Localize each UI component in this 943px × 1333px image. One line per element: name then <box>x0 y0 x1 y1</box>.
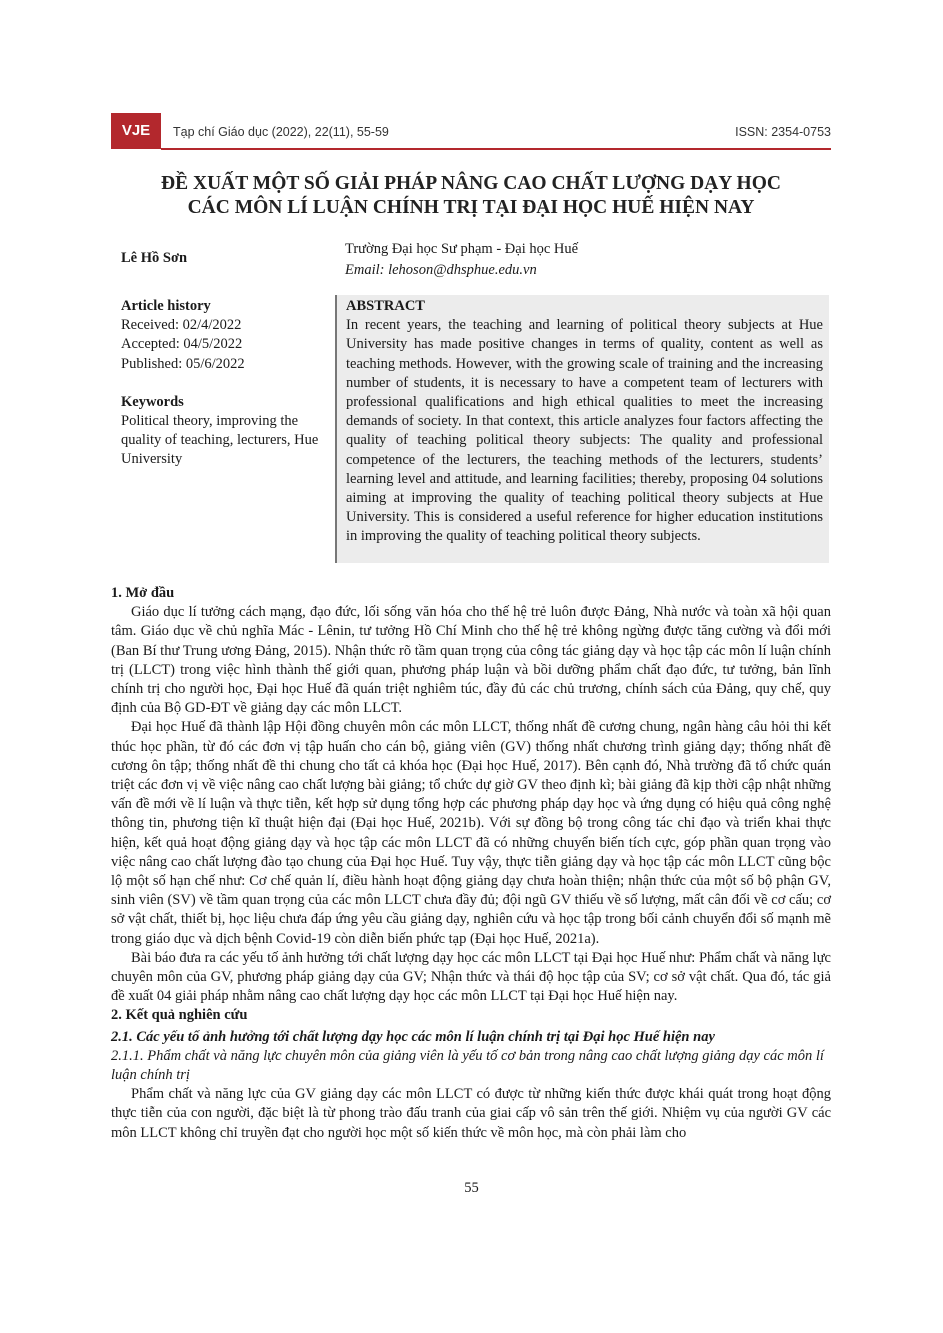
section-1-heading: 1. Mở đầu <box>111 585 175 601</box>
keywords-text: Political theory, improving the quality of teaching, lecturers, Hue University <box>121 413 319 468</box>
abstract-text: In recent years, the teaching and learning of political theory subjects at Hue University has made positive changes in terms of quality, content as well as teaching methods. However, with the growing scale of training and the increasing number of students, it is necessary to have a competent team of lecturers with professional qualifications and high ethical qualities to meet the increasing demands of society. In that context, this article analyzes four factors affecting the quality of teaching political theory subjects: The quality and professional competence of the lecturers, the teaching methods of the lecturers, students’ learning level and attitude, and learning facilities; thereby, proposing 04 solutions aiming at improving the quality of teaching political theory subjects at Hue University. This is considered a useful reference for higher education institutions in improving the quality of teaching political theory subjects. <box>346 317 823 545</box>
subsection-2-1-heading: 2.1. Các yếu tố ảnh hưởng tới chất lượng dạy học các môn lí luận chính trị tại Đại học Huế hiện nay <box>111 1028 715 1045</box>
affiliation: Trường Đại học Sư phạm - Đại học Huế <box>345 241 579 257</box>
article-sidebar <box>121 297 321 470</box>
accepted-date: Accepted: 04/5/2022 <box>121 336 243 353</box>
header-rule <box>161 148 831 150</box>
history-heading: Article history <box>121 298 211 314</box>
paragraph: Phẩm chất và năng lực của GV giảng dạy các môn LLCT có được từ những kiến thức được khái quát trong hoạt động thực tiễn của con người, đặc biệt là từ phong trào đấu tranh của giai cấp vô sản trên thế giới. Nhiệm vụ của người GV các môn LLCT không chỉ truyền đạt cho người học một số kiến thức về môn học, mà còn phải làm cho <box>111 1086 831 1141</box>
journal-citation: Tạp chí Giáo dục (2022), 22(11), 55-59 <box>173 125 389 139</box>
paragraph: Đại học Huế đã thành lập Hội đồng chuyên môn các môn LLCT, thống nhất đề cương chung, ngân hàng câu hỏi thi kết thúc học phần, từ đó các đơn vị tập huấn cho cán bộ, giảng viên (GV) thống nhất chương trình giảng dạy; thống nhất đề cương ôn tập; thống nhất đề thi chung cho tất cả khóa học (Đại học Huế, 2017). Bên cạnh đó, Nhà trường đã tổ chức quán triệt các đơn vị về việc nâng cao chất lượng bài giảng; tổ chức dự giờ GV theo định kì; bài giảng đã kịp thời cập nhật những vấn đề mới về lí luận và thực tiễn, kết hợp sử dụng tổng hợp các phương pháp dạy học và ứng dụng có hiệu quả công nghệ thông tin, phương tiện kĩ thuật hiện đại (Đại học Huế, 2021b). Với sự đồng bộ trong công tác chỉ đạo và triển khai thực hiện, kết quả hoạt động giảng dạy và học tập các môn LLCT đã có những chuyển biến tích cực, góp phần quan trọng vào việc nâng cao chất lượng đào tạo chung của Đại học Huế. Tuy vậy, thực tiễn giảng dạy và học tập các môn LLCT cũng bộc lộ một số hạn chế như: Cơ chế quản lí, điều hành hoạt động giảng dạy chưa hoàn thiện; nhận thức của một số bộ phận GV, sinh viên (SV) về tầm quan trọng của các môn LLCT chưa đầy đủ; đội ngũ GV thiếu về số lượng, mất cân đối về cơ cấu; cơ sở vật chất, thiết bị, học liệu chưa đáp ứng yêu cầu giảng dạy, nghiên cứu và học tập trong bối cảnh chuyển đổi số mạnh mẽ trong giáo dục và dịch bệnh Covid-19 còn diễn biến phức tạp (Đại học Huế, 2021a). <box>111 719 831 947</box>
author-name: Lê Hồ Sơn <box>121 250 188 266</box>
subsection-2-1-1-heading: 2.1.1. Phẩm chất và năng lực chuyên môn của giảng viên là yếu tố cơ bản trong nâng cao chất lượng giảng dạy các môn lí luận chính trị <box>111 1047 824 1084</box>
published-date: Published: 05/6/2022 <box>121 355 245 372</box>
article-title <box>111 172 831 220</box>
title-line-1: ĐỀ XUẤT MỘT SỐ GIẢI PHÁP NÂNG CAO CHẤT LƯỢNG DẠY HỌC <box>161 173 781 194</box>
title-line-2: CÁC MÔN LÍ LUẬN CHÍNH TRỊ TẠI ĐẠI HỌC HUẾ HIỆN NAY <box>187 197 755 218</box>
author-affiliation-block <box>345 239 578 281</box>
page-number: 55 <box>464 1180 479 1196</box>
paragraph: Giáo dục lí tưởng cách mạng, đạo đức, lối sống văn hóa cho thế hệ trẻ luôn được Đảng, Nhà nước và toàn xã hội quan tâm. Giáo dục về chủ nghĩa Mác - Lênin, tư tưởng Hồ Chí Minh cho thế hệ trẻ không ngừng được tăng cường và đổi mới (Ban Bí thư Trung ương Đảng, 2015). Nhận thức rõ tầm quan trọng của công tác giảng dạy và học tập các môn lí luận chính trị (LLCT) trong việc hình thành thế giới quan, phương pháp luận và bồi dưỡng phẩm chất đạo đức, tư tưởng, bản lĩnh chính trị cho người học, Đại học Huế đã quán triệt nghiêm túc, đầy đủ các chủ trương, chính sách của Đảng, quy chế, quy định của Bộ GD-ĐT về giảng dạy các môn LLCT. <box>111 604 831 717</box>
paragraph: Bài báo đưa ra các yếu tố ảnh hưởng tới chất lượng dạy học các môn LLCT tại Đại học Huế như: Phẩm chất và năng lực chuyên môn của GV, phương pháp giảng dạy của GV; Nhận thức và thái độ học tập của SV; cơ sở vật chất. Qua đó, tác giả đề xuất 04 giải pháp nhằm nâng cao chất lượng dạy học các môn LLCT tại Đại học Huế hiện nay. <box>111 949 831 1005</box>
received-date: Received: 02/4/2022 <box>121 317 242 334</box>
abstract-heading: ABSTRACT <box>346 298 425 314</box>
abstract-box <box>335 295 829 563</box>
journal-header <box>111 113 831 149</box>
section-2-heading: 2. Kết quả nghiên cứu <box>111 1007 248 1024</box>
keywords-heading: Keywords <box>121 393 184 410</box>
journal-logo: VJE <box>111 113 161 149</box>
author-email: Email: lehoson@dhsphue.edu.vn <box>345 262 537 278</box>
issn: ISSN: 2354-0753 <box>735 125 831 139</box>
article-body <box>111 584 831 1143</box>
